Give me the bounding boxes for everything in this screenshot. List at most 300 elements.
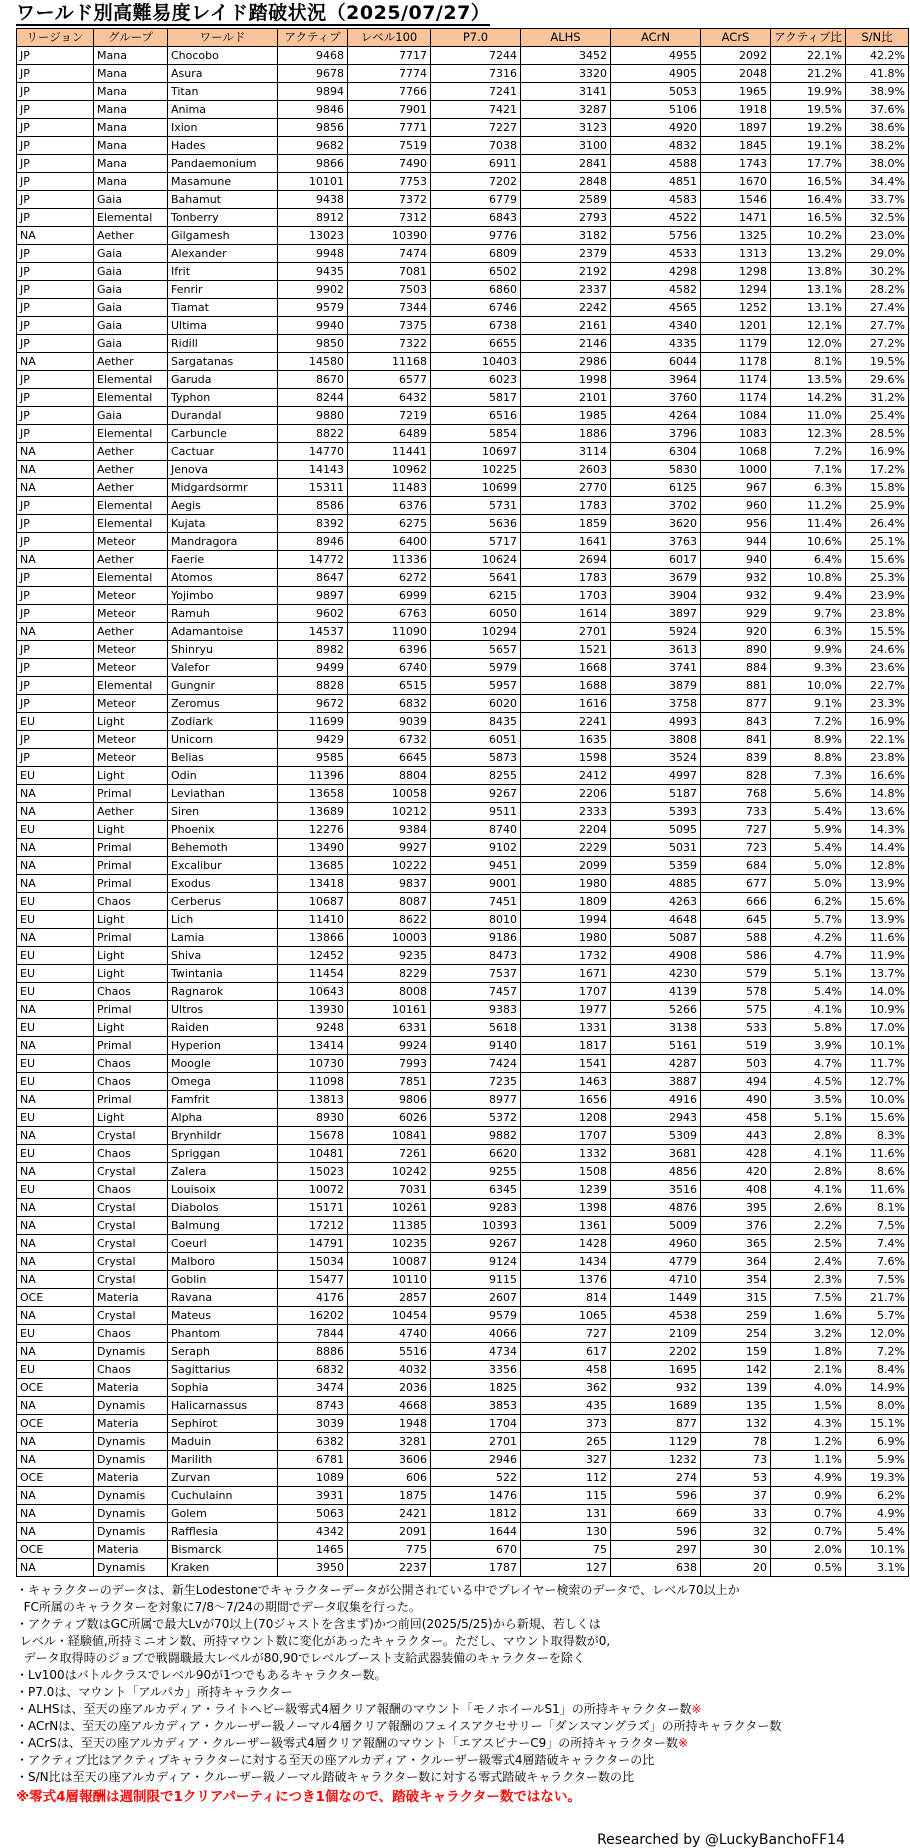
table-cell: Aether <box>94 461 168 479</box>
table-row <box>17 659 909 677</box>
table-cell: Moogle <box>168 1055 278 1073</box>
table-cell: Shiva <box>168 947 278 965</box>
table-cell: 7.3% <box>771 767 846 785</box>
table-cell: 2333 <box>521 803 611 821</box>
table-cell: 9435 <box>278 263 348 281</box>
table-row <box>17 335 909 353</box>
table-cell: 31.2% <box>846 389 909 407</box>
table-cell: 7771 <box>348 119 431 137</box>
note-text: レベル・経験値,所持ミニオン数、所持マウント数に変化があったキャラクター。ただし、マウント取得数が0, <box>16 1634 611 1648</box>
table-cell: JP <box>17 407 94 425</box>
table-cell: 6746 <box>431 299 521 317</box>
table-cell: 22.1% <box>771 47 846 65</box>
table-cell: 8586 <box>278 497 348 515</box>
table-cell: 12276 <box>278 821 348 839</box>
table-cell: 14.3% <box>846 821 909 839</box>
table-cell: 11.6% <box>846 929 909 947</box>
table-cell: 3606 <box>348 1451 431 1469</box>
table-cell: Ultros <box>168 1001 278 1019</box>
table-cell: Alexander <box>168 245 278 263</box>
table-cell: 3281 <box>348 1433 431 1451</box>
table-row <box>17 785 909 803</box>
table-cell: 4538 <box>611 1307 701 1325</box>
table-cell: Cuchulainn <box>168 1487 278 1505</box>
table-cell: 8.4% <box>846 1361 909 1379</box>
table-cell: JP <box>17 605 94 623</box>
table-cell: 6577 <box>348 371 431 389</box>
table-cell: EU <box>17 1109 94 1127</box>
table-header-cell: アクティブ比 <box>771 29 846 47</box>
table-cell: 1948 <box>348 1415 431 1433</box>
table-cell: Ridill <box>168 335 278 353</box>
table-cell: 11.0% <box>771 407 846 425</box>
table-cell: 3879 <box>611 677 701 695</box>
table-cell: Primal <box>94 857 168 875</box>
table-cell: 6843 <box>431 209 521 227</box>
table-cell: 2701 <box>521 623 611 641</box>
table-cell: 9850 <box>278 335 348 353</box>
table-cell: 3452 <box>521 47 611 65</box>
table-cell: 27.4% <box>846 299 909 317</box>
table-row <box>17 1451 909 1469</box>
table-cell: 8.3% <box>846 1127 909 1145</box>
table-cell: Dynamis <box>94 1451 168 1469</box>
table-cell: Meteor <box>94 731 168 749</box>
table-cell: 1994 <box>521 911 611 929</box>
table-cell: 15311 <box>278 479 348 497</box>
table-cell: Lamia <box>168 929 278 947</box>
table-cell: 15678 <box>278 1127 348 1145</box>
table-cell: 5636 <box>431 515 521 533</box>
table-cell: 7993 <box>348 1055 431 1073</box>
table-header <box>17 29 909 47</box>
table-cell: 5359 <box>611 857 701 875</box>
table-row <box>17 155 909 173</box>
table-cell: 8.9% <box>771 731 846 749</box>
table-cell: 4.1% <box>771 1001 846 1019</box>
table-row <box>17 101 909 119</box>
table-cell: 7.2% <box>846 1343 909 1361</box>
table-cell: 727 <box>521 1325 611 1343</box>
table-cell: 16.9% <box>846 713 909 731</box>
table-cell: JP <box>17 335 94 353</box>
table-row <box>17 1253 909 1271</box>
table-cell: Light <box>94 767 168 785</box>
table-cell: Chaos <box>94 1055 168 1073</box>
table-cell: 4908 <box>611 947 701 965</box>
table-cell: OCE <box>17 1469 94 1487</box>
table-cell: 1668 <box>521 659 611 677</box>
table-cell: 2694 <box>521 551 611 569</box>
table-row <box>17 1073 909 1091</box>
table-cell: 13.5% <box>771 371 846 389</box>
table-row <box>17 749 909 767</box>
table-cell: NA <box>17 1559 94 1577</box>
table-cell: 7241 <box>431 83 521 101</box>
table-cell: 9267 <box>431 785 521 803</box>
table-cell: 9001 <box>431 875 521 893</box>
table-cell: 839 <box>701 749 771 767</box>
table-cell: 6738 <box>431 317 521 335</box>
table-cell: 1998 <box>521 371 611 389</box>
table-cell: Gaia <box>94 407 168 425</box>
table-cell: Dynamis <box>94 1559 168 1577</box>
table-cell: 4876 <box>611 1199 701 1217</box>
table-cell: 1179 <box>701 335 771 353</box>
table-cell: 9585 <box>278 749 348 767</box>
table-cell: 395 <box>701 1199 771 1217</box>
table-cell: 1783 <box>521 569 611 587</box>
table-cell: 32.5% <box>846 209 909 227</box>
note-line <box>16 1769 908 1786</box>
table-cell: 1174 <box>701 389 771 407</box>
table-row <box>17 317 909 335</box>
table-cell: 9255 <box>431 1163 521 1181</box>
table-row <box>17 1181 909 1199</box>
table-cell: Tonberry <box>168 209 278 227</box>
table-row <box>17 641 909 659</box>
table-cell: 6645 <box>348 749 431 767</box>
table-cell: 1859 <box>521 515 611 533</box>
table-cell: 775 <box>348 1541 431 1559</box>
table-cell: JP <box>17 65 94 83</box>
table-cell: 1083 <box>701 425 771 443</box>
table-cell: 1398 <box>521 1199 611 1217</box>
table-cell: 2.0% <box>771 1541 846 1559</box>
table-cell: 37 <box>701 1487 771 1505</box>
table-row <box>17 929 909 947</box>
table-row <box>17 479 909 497</box>
table-cell: 2.5% <box>771 1235 846 1253</box>
table-cell: 677 <box>701 875 771 893</box>
table-cell: 3141 <box>521 83 611 101</box>
table-cell: NA <box>17 1397 94 1415</box>
table-cell: 1732 <box>521 947 611 965</box>
table-header-cell: グループ <box>94 29 168 47</box>
table-cell: 5009 <box>611 1217 701 1235</box>
table-cell: Zodiark <box>168 713 278 731</box>
table-cell: Leviathan <box>168 785 278 803</box>
table-cell: NA <box>17 443 94 461</box>
table-row <box>17 1001 909 1019</box>
table-cell: 15.6% <box>846 1109 909 1127</box>
table-cell: 956 <box>701 515 771 533</box>
table-cell: 3741 <box>611 659 701 677</box>
table-cell: 932 <box>701 569 771 587</box>
table-cell: 9248 <box>278 1019 348 1037</box>
table-cell: 9866 <box>278 155 348 173</box>
table-cell: 617 <box>521 1343 611 1361</box>
table-cell: 19.3% <box>846 1469 909 1487</box>
table-row <box>17 569 909 587</box>
table-cell: Zurvan <box>168 1469 278 1487</box>
table-row <box>17 1433 909 1451</box>
table-cell: 3474 <box>278 1379 348 1397</box>
table-cell: 1428 <box>521 1235 611 1253</box>
table-cell: 7474 <box>348 245 431 263</box>
table-row <box>17 587 909 605</box>
table-row <box>17 1289 909 1307</box>
table-cell: 4955 <box>611 47 701 65</box>
table-cell: NA <box>17 1127 94 1145</box>
footnotes <box>16 1582 908 1786</box>
table-cell: 4648 <box>611 911 701 929</box>
table-cell: 2237 <box>348 1559 431 1577</box>
table-cell: JP <box>17 587 94 605</box>
table-cell: 38.2% <box>846 137 909 155</box>
table-cell: 2242 <box>521 299 611 317</box>
table-cell: 2841 <box>521 155 611 173</box>
table-cell: 22.7% <box>846 677 909 695</box>
table-cell: 1546 <box>701 191 771 209</box>
table-cell: 9124 <box>431 1253 521 1271</box>
table-cell: NA <box>17 1091 94 1109</box>
table-cell: 14772 <box>278 551 348 569</box>
table-cell: Materia <box>94 1415 168 1433</box>
table-cell: 10235 <box>348 1235 431 1253</box>
table-cell: Light <box>94 911 168 929</box>
table-cell: 11090 <box>348 623 431 641</box>
table-cell: Garuda <box>168 371 278 389</box>
table-cell: 11396 <box>278 767 348 785</box>
table-cell: 1541 <box>521 1055 611 1073</box>
table-cell: 932 <box>611 1379 701 1397</box>
warning-note: ※零式4層報酬は週制限で1クリアパーティにつき1個なので、踏破キャラクター数ではない。 <box>16 1789 581 1805</box>
table-cell: 843 <box>701 713 771 731</box>
table-cell: 1232 <box>611 1451 701 1469</box>
table-cell: 2857 <box>348 1289 431 1307</box>
table-cell: 6023 <box>431 371 521 389</box>
table-cell: 10687 <box>278 893 348 911</box>
table-cell: Anima <box>168 101 278 119</box>
table-row <box>17 515 909 533</box>
table-header-cell: レベル100 <box>348 29 431 47</box>
table-cell: JP <box>17 569 94 587</box>
table-cell: 1977 <box>521 1001 611 1019</box>
note-red-mark: ※ <box>691 1702 702 1716</box>
table-cell: 1325 <box>701 227 771 245</box>
table-cell: 10.9% <box>846 1001 909 1019</box>
table-cell: 2146 <box>521 335 611 353</box>
table-row <box>17 911 909 929</box>
table-cell: 12.8% <box>846 857 909 875</box>
table-cell: NA <box>17 839 94 857</box>
table-row <box>17 1379 909 1397</box>
table-cell: 5717 <box>431 533 521 551</box>
table-cell: 8229 <box>348 965 431 983</box>
table-cell: Chaos <box>94 1361 168 1379</box>
table-cell: 4.2% <box>771 929 846 947</box>
table-cell: JP <box>17 425 94 443</box>
table-cell: 30 <box>701 1541 771 1559</box>
table-cell: NA <box>17 875 94 893</box>
table-cell: 17212 <box>278 1217 348 1235</box>
table-cell: 10225 <box>431 461 521 479</box>
table-cell: Gaia <box>94 299 168 317</box>
table-cell: EU <box>17 1055 94 1073</box>
table-cell: 3853 <box>431 1397 521 1415</box>
table-row <box>17 965 909 983</box>
table-row <box>17 947 909 965</box>
table-cell: Tiamat <box>168 299 278 317</box>
table-cell: NA <box>17 227 94 245</box>
table-cell: 1.8% <box>771 1343 846 1361</box>
table-cell: 13.7% <box>846 965 909 983</box>
table-cell: 1689 <box>611 1397 701 1415</box>
table-row <box>17 1397 909 1415</box>
table-cell: JP <box>17 389 94 407</box>
table-cell: Aegis <box>168 497 278 515</box>
table-cell: 1695 <box>611 1361 701 1379</box>
table-cell: 8740 <box>431 821 521 839</box>
table-cell: Phantom <box>168 1325 278 1343</box>
table-cell: 11.9% <box>846 947 909 965</box>
table-cell: EU <box>17 1361 94 1379</box>
table-cell: 7.1% <box>771 461 846 479</box>
table-cell: 13813 <box>278 1091 348 1109</box>
table-cell: Light <box>94 1109 168 1127</box>
table-cell: 6382 <box>278 1433 348 1451</box>
table-cell: 16.5% <box>771 209 846 227</box>
table-cell: 9102 <box>431 839 521 857</box>
table-cell: OCE <box>17 1379 94 1397</box>
table-cell: Mateus <box>168 1307 278 1325</box>
table-cell: Dynamis <box>94 1343 168 1361</box>
table-cell: 8010 <box>431 911 521 929</box>
table-row <box>17 839 909 857</box>
table-cell: Aether <box>94 443 168 461</box>
table-cell: 16202 <box>278 1307 348 1325</box>
table-cell: JP <box>17 659 94 677</box>
table-cell: 37.6% <box>846 101 909 119</box>
table-cell: 2101 <box>521 389 611 407</box>
table-cell: 15171 <box>278 1199 348 1217</box>
table-cell: EU <box>17 947 94 965</box>
credit: Researched by @LuckyBanchoFF14 <box>597 1832 845 1848</box>
table-cell: JP <box>17 641 94 659</box>
table-cell: 9.1% <box>771 695 846 713</box>
table-cell: 29.6% <box>846 371 909 389</box>
table-cell: 7.5% <box>846 1271 909 1289</box>
table-cell: Belias <box>168 749 278 767</box>
table-cell: 7227 <box>431 119 521 137</box>
table-cell: 7844 <box>278 1325 348 1343</box>
table-header-cell: リージョン <box>17 29 94 47</box>
table-cell: NA <box>17 1199 94 1217</box>
table-row <box>17 1037 909 1055</box>
table-cell: Chocobo <box>168 47 278 65</box>
table-cell: 6832 <box>348 695 431 713</box>
table-cell: 5731 <box>431 497 521 515</box>
table-cell: 6331 <box>348 1019 431 1037</box>
table-cell: 9186 <box>431 929 521 947</box>
table-row <box>17 1235 909 1253</box>
table-cell: 4522 <box>611 209 701 227</box>
table-row <box>17 623 909 641</box>
table-cell: 8647 <box>278 569 348 587</box>
table-row <box>17 263 909 281</box>
table-header-cell: S/N比 <box>846 29 909 47</box>
table-cell: 17.7% <box>771 155 846 173</box>
table-cell: 8804 <box>348 767 431 785</box>
table-cell: NA <box>17 461 94 479</box>
table-cell: 944 <box>701 533 771 551</box>
table-cell: 13490 <box>278 839 348 857</box>
table-cell: 606 <box>348 1469 431 1487</box>
table-cell: 7219 <box>348 407 431 425</box>
table-cell: Balmung <box>168 1217 278 1235</box>
table-cell: 327 <box>521 1451 611 1469</box>
table-cell: 27.7% <box>846 317 909 335</box>
table-cell: JP <box>17 119 94 137</box>
table-cell: EU <box>17 893 94 911</box>
table-header-row <box>17 29 909 47</box>
table-cell: 4.7% <box>771 947 846 965</box>
table-cell: Primal <box>94 839 168 857</box>
table-cell: 490 <box>701 1091 771 1109</box>
table-cell: 10.0% <box>846 1091 909 1109</box>
table-cell: 5053 <box>611 83 701 101</box>
table-cell: 4176 <box>278 1289 348 1307</box>
table-cell: 5.6% <box>771 785 846 803</box>
table-cell: 8930 <box>278 1109 348 1127</box>
table-cell: NA <box>17 1271 94 1289</box>
table-cell: Diabolos <box>168 1199 278 1217</box>
table-cell: 7490 <box>348 155 431 173</box>
table-cell: 9283 <box>431 1199 521 1217</box>
table-cell: Cactuar <box>168 443 278 461</box>
table-cell: 6860 <box>431 281 521 299</box>
table-cell: JP <box>17 731 94 749</box>
note-text: ・P7.0は、マウント「アルパカ」所持キャラクター <box>16 1685 293 1699</box>
table-cell: 5618 <box>431 1019 521 1037</box>
note-line <box>16 1616 908 1633</box>
note-text: データ取得時のジョブで戦闘職最大レベルが80,90でレベルブースト支給武器装備のキャラクターを除く <box>16 1651 585 1665</box>
table-cell: 1201 <box>701 317 771 335</box>
table-cell: Durandal <box>168 407 278 425</box>
table-cell: 4.0% <box>771 1379 846 1397</box>
table-cell: Cerberus <box>168 893 278 911</box>
table-cell: 1508 <box>521 1163 611 1181</box>
table-cell: 132 <box>701 1415 771 1433</box>
table-cell: 23.9% <box>846 587 909 605</box>
table-cell: EU <box>17 713 94 731</box>
table-cell: 1376 <box>521 1271 611 1289</box>
table-cell: 23.6% <box>846 659 909 677</box>
table-cell: Primal <box>94 875 168 893</box>
table-row <box>17 1505 909 1523</box>
table-cell: 2603 <box>521 461 611 479</box>
table-cell: 14537 <box>278 623 348 641</box>
table-cell: 1897 <box>701 119 771 137</box>
table-cell: 10.1% <box>846 1541 909 1559</box>
table-cell: NA <box>17 1451 94 1469</box>
table-cell: 533 <box>701 1019 771 1037</box>
table-cell: 3702 <box>611 497 701 515</box>
table-cell: 15477 <box>278 1271 348 1289</box>
note-text: ・ACrSは、至天の座アルカディア・クルーザー級零式4層クリア報酬のマウント「エアスピナーC9」の所持キャラクター数 <box>16 1736 679 1750</box>
note-line <box>16 1599 908 1616</box>
table-row <box>17 1055 909 1073</box>
table-row <box>17 731 909 749</box>
note-line <box>16 1718 908 1735</box>
table-cell: Lich <box>168 911 278 929</box>
table-cell: 11699 <box>278 713 348 731</box>
table-cell: 130 <box>521 1523 611 1541</box>
table-cell: 12.0% <box>846 1325 909 1343</box>
table-cell: Crystal <box>94 1127 168 1145</box>
table-cell: 5516 <box>348 1343 431 1361</box>
